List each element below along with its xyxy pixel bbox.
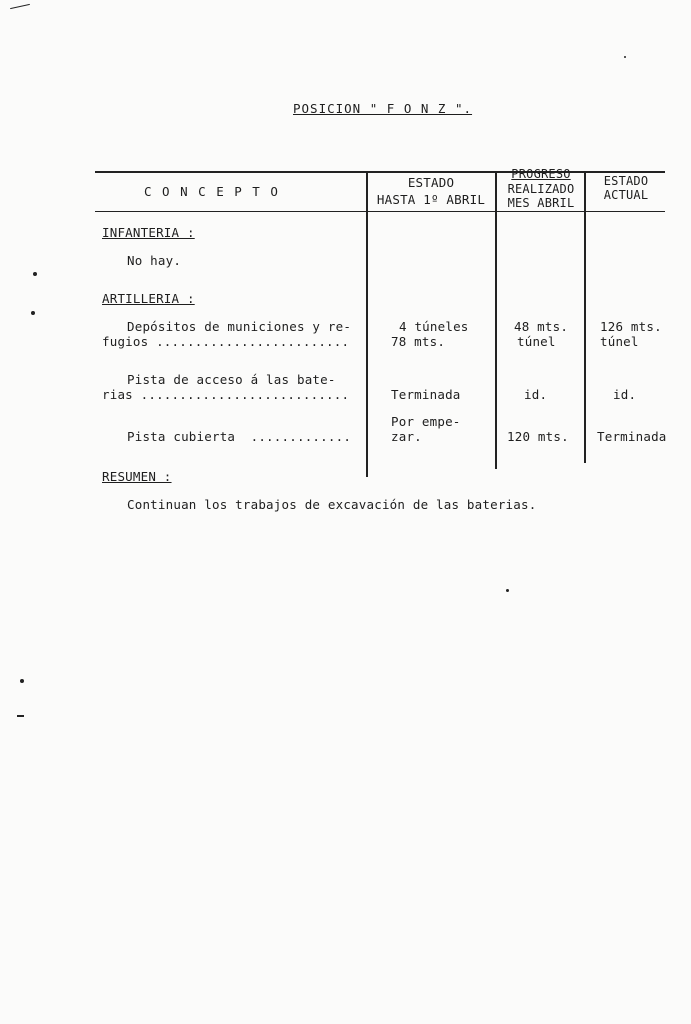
row2-estado: Terminada bbox=[391, 387, 461, 402]
summary-text: Continuan los trabajos de excavación de las baterias. bbox=[127, 497, 537, 512]
scan-dot-2 bbox=[31, 311, 35, 315]
header-progreso-line3: MES ABRIL bbox=[507, 196, 575, 210]
row2-progreso: id. bbox=[524, 387, 548, 402]
row2-concept-line1: Pista de acceso á las bate- bbox=[127, 372, 336, 387]
row1-actual-line2: túnel bbox=[600, 334, 639, 349]
header-estado-line1: ESTADO bbox=[407, 175, 455, 190]
header-progreso-line2: REALIZADO bbox=[507, 182, 575, 196]
scan-dot-4 bbox=[506, 589, 509, 592]
header-actual-line2: ACTUAL bbox=[603, 188, 649, 202]
row3-actual: Terminada bbox=[597, 429, 667, 444]
scan-mark-top-left bbox=[10, 4, 30, 9]
row1-progreso-line1: 48 mts. bbox=[514, 319, 569, 334]
summary-heading: RESUMEN : bbox=[102, 469, 172, 484]
header-progreso-line1: PROGRESO bbox=[511, 167, 571, 181]
header-actual-line1: ESTADO bbox=[603, 174, 649, 188]
table-header-rule bbox=[95, 211, 665, 212]
row3-progreso: 120 mts. bbox=[507, 429, 569, 444]
header-estado-line2: HASTA 1º ABRIL bbox=[376, 192, 486, 207]
header-concepto: C O N C E P T O bbox=[144, 184, 280, 199]
infanteria-row-concept: No hay. bbox=[127, 253, 182, 268]
scan-dot-1 bbox=[33, 272, 37, 276]
column-divider-2 bbox=[495, 171, 497, 469]
row2-concept-line2: rias ........................... bbox=[102, 387, 350, 402]
scan-dash-1 bbox=[17, 715, 24, 717]
scan-dot-5 bbox=[624, 56, 626, 58]
row3-concept: Pista cubierta ............. bbox=[127, 429, 352, 444]
scan-dot-3 bbox=[20, 679, 24, 683]
row1-progreso-line2: túnel bbox=[517, 334, 556, 349]
row1-estado-line1: 4 túneles bbox=[399, 319, 469, 334]
row2-actual: id. bbox=[613, 387, 637, 402]
column-divider-3 bbox=[584, 171, 586, 463]
document-title: POSICION " F O N Z ". bbox=[293, 101, 473, 116]
row3-estado-line2: zar. bbox=[391, 429, 422, 444]
row1-concept-line1: Depósitos de municiones y re- bbox=[127, 319, 352, 334]
row1-actual-line1: 126 mts. bbox=[600, 319, 662, 334]
section-heading-artilleria: ARTILLERIA : bbox=[102, 291, 195, 306]
row1-concept-line2: fugios ......................... bbox=[102, 334, 350, 349]
row3-estado-line1: Por empe- bbox=[391, 414, 461, 429]
row1-estado-line2: 78 mts. bbox=[391, 334, 446, 349]
section-heading-infanteria: INFANTERIA : bbox=[102, 225, 195, 240]
column-divider-1 bbox=[366, 171, 368, 477]
